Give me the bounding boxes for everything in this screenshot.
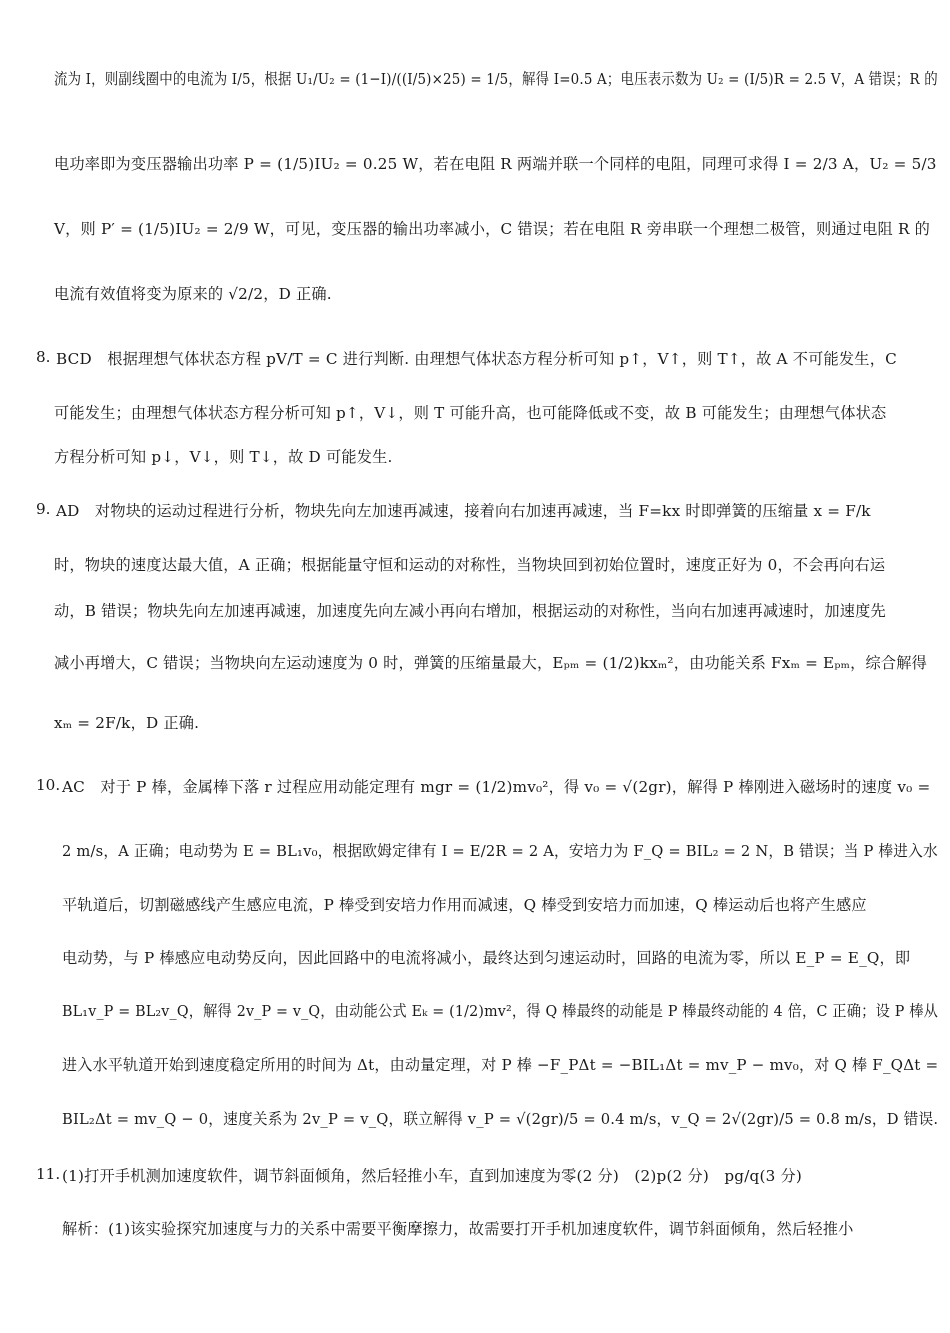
text-line: AC 对于 P 棒，金属棒下落 r 过程应用动能定理有 mgr = (1/2)mv₀²，得 v₀ = √(2gr)，解得 P 棒刚进入磁场时的速度 v₀ = (62, 778, 931, 796)
text-line: 可能发生；由理想气体状态方程分析可知 p↑，V↓，则 T 可能升高，也可能降低或不变，故 B 可能发生；由理想气体状态 (54, 404, 887, 422)
text-line: BIL₂Δt = mv_Q − 0，速度关系为 2v_P = v_Q，联立解得 v_P = √(2gr)/5 = 0.4 m/s，v_Q = 2√(2gr)/5 = 0.8 m/s，D 错误. (62, 1110, 939, 1128)
text-line: 减小再增大，C 错误；当物块向左运动速度为 0 时，弹簧的压缩量最大，Eₚₘ = (1/2)kxₘ²，由功能关系 Fxₘ = Eₚₘ，综合解得 (54, 654, 928, 672)
text-line: (1)打开手机测加速度软件，调节斜面倾角，然后轻推小车，直到加速度为零(2 分) (2)p(2 分) pg/q(3 分) (62, 1167, 802, 1185)
text-line: 时，物块的速度达最大值，A 正确；根据能量守恒和运动的对称性，当物块回到初始位置时，速度正好为 0，不会再向右运 (54, 556, 886, 574)
text-line: 方程分析可知 p↓，V↓，则 T↓，故 D 可能发生. (54, 448, 393, 466)
text-line: 2 m/s，A 正确；电动势为 E = BL₁v₀，根据欧姆定律有 I = E/2R = 2 A，安培力为 F_Q = BIL₂ = 2 N，B 错误；当 P 棒进入水 (62, 842, 938, 860)
text-line: 动，B 错误；物块先向左加速再减速，加速度先向左减小再向右增加，根据运动的对称性，当向右加速再减速时，加速度先 (54, 602, 886, 620)
text-line: 电流有效值将变为原来的 √2/2，D 正确. (54, 285, 332, 303)
text-line: 电功率即为变压器输出功率 P = (1/5)IU₂ = 0.25 W，若在电阻 R 两端并联一个同样的电阻，同理可求得 I = 2/3 A，U₂ = 5/3 (54, 155, 937, 173)
text-line: 电动势，与 P 棒感应电动势反向，因此回路中的电流将减小，最终达到匀速运动时，回路的电流为零，所以 E_P = E_Q，即 (62, 949, 911, 967)
text-line: 解析：(1)该实验探究加速度与力的关系中需要平衡摩擦力，故需要打开手机加速度软件，调节斜面倾角，然后轻推小 (62, 1220, 854, 1238)
text-line: 平轨道后，切割磁感线产生感应电流，P 棒受到安培力作用而减速，Q 棒受到安培力而加速，Q 棒运动后也将产生感应 (62, 896, 867, 914)
text-line: AD 对物块的运动过程进行分析，物块先向左加速再减速，接着向右加速再减速，当 F=kx 时即弹簧的压缩量 x = F/k (56, 502, 871, 520)
item-number: 11. (36, 1165, 61, 1183)
text-line: 流为 I，则副线圈中的电流为 I/5，根据 U₁/U₂ = (1−I)/((I/5)×25) = 1/5，解得 I=0.5 A；电压表示数为 U₂ = (I/5)R = 2.5 V，A 错误；R 的 (54, 70, 938, 88)
item-number: 9. (36, 500, 51, 518)
text-line: BCD 根据理想气体状态方程 pV/T = C 进行判断. 由理想气体状态方程分析可知 p↑，V↑，则 T↑，故 A 不可能发生，C (56, 350, 897, 368)
text-line: BL₁v_P = BL₂v_Q，解得 2v_P = v_Q，由动能公式 Eₖ = (1/2)mv²，得 Q 棒最终的动能是 P 棒最终动能的 4 倍，C 正确；设 P 棒从 (62, 1002, 939, 1020)
item-number: 8. (36, 348, 51, 366)
text-line: 进入水平轨道开始到速度稳定所用的时间为 Δt，由动量定理，对 P 棒 −F_PΔt = −BIL₁Δt = mv_P − mv₀，对 Q 棒 F_QΔt = (62, 1056, 939, 1074)
item-number: 10. (36, 776, 61, 794)
text-line: V，则 P′ = (1/5)IU₂ = 2/9 W，可见，变压器的输出功率减小，C 错误；若在电阻 R 旁串联一个理想二极管，则通过电阻 R 的 (54, 220, 931, 238)
text-line: xₘ = 2F/k，D 正确. (54, 714, 200, 732)
